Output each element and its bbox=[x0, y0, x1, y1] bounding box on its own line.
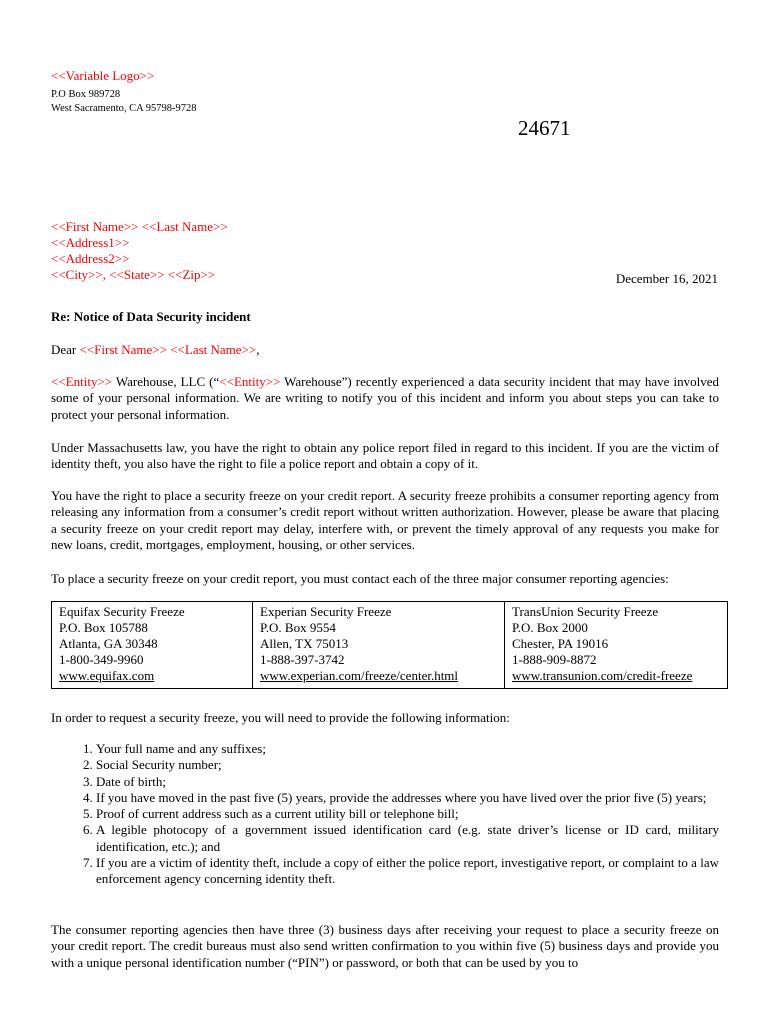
salutation-name: <<First Name>> <<Last Name>> bbox=[79, 342, 257, 357]
variable-logo: <<Variable Logo>> bbox=[51, 68, 155, 83]
list-item: 4. If you have moved in the past five (5) years, provide the addresses where you have lived over the prior five (5) years; bbox=[96, 790, 719, 806]
bureau-link[interactable]: www.equifax.com bbox=[59, 668, 155, 683]
bureau-address: P.O. Box 2000 bbox=[512, 620, 588, 635]
sender-city-line: West Sacramento, CA 95798-9728 bbox=[51, 103, 197, 114]
paragraph-police-report: Under Massachusetts law, you have the right to obtain any police report filed in regard to this incident. If you are the victim of identity theft, you also have the right to file a police report and obtain a copy of it. bbox=[51, 440, 719, 472]
bureau-cell-equifax bbox=[52, 602, 253, 689]
entity-placeholder: <<Entity>> bbox=[51, 374, 113, 389]
bureau-cell-experian bbox=[253, 602, 505, 689]
bureau-name: Experian Security Freeze bbox=[260, 604, 392, 619]
recipient-address1: <<Address1>> bbox=[51, 235, 130, 250]
paragraph-processing-time: The consumer reporting agencies then have three (3) business days after receiving your request to place a security freeze on your credit report. The credit bureaus must also send written confirmation to you within five (5) business days and provide you with a unique personal identification number (“PIN”) or password, or both that can be used by you to bbox=[51, 922, 719, 970]
list-item: 3. Date of birth; bbox=[96, 774, 719, 790]
bureau-address: P.O. Box 105788 bbox=[59, 620, 148, 635]
bureau-link[interactable]: www.experian.com/freeze/center.html bbox=[260, 668, 459, 683]
bureau-cell-transunion bbox=[505, 602, 728, 689]
bureau-name: Equifax Security Freeze bbox=[59, 604, 185, 619]
bureau-city: Chester, PA 19016 bbox=[512, 636, 609, 651]
subject-line: Re: Notice of Data Security incident bbox=[51, 309, 251, 324]
sender-po-box: P.O Box 989728 bbox=[51, 89, 121, 100]
paragraph-required-info: In order to request a security freeze, you will need to provide the following information: bbox=[51, 710, 510, 725]
reference-number: 24671 bbox=[518, 116, 571, 140]
paragraph-incident bbox=[51, 374, 719, 423]
bureau-link[interactable]: www.transunion.com/credit-freeze bbox=[512, 668, 693, 683]
bureau-address: P.O. Box 9554 bbox=[260, 620, 336, 635]
letter-date: December 16, 2021 bbox=[615, 271, 718, 286]
list-item: 5. Proof of current address such as a current utility bill or telephone bill; bbox=[96, 806, 719, 822]
salutation-suffix: , bbox=[256, 342, 260, 357]
entity-placeholder: <<Entity>> bbox=[219, 374, 281, 389]
paragraph-security-freeze: You have the right to place a security freeze on your credit report. A security freeze prohibits a consumer reporting agency from releasing any information from a consumer’s credit report without written authorization. However, please be aware that placing a security freeze on your credit report may delay, interfere with, or prevent the timely approval of any requests you make for new loans, credit, mortgages, employment, housing, or other services. bbox=[51, 488, 719, 552]
table-row bbox=[52, 602, 728, 689]
recipient-address2: <<Address2>> bbox=[51, 251, 130, 266]
bureau-phone: 1-800-349-9960 bbox=[59, 652, 144, 667]
bureau-phone: 1-888-909-8872 bbox=[512, 652, 597, 667]
list-item: 2. Social Security number; bbox=[96, 757, 719, 773]
paragraph-text: Warehouse, LLC (“ bbox=[112, 374, 220, 389]
bureau-name: TransUnion Security Freeze bbox=[512, 604, 659, 619]
paragraph-text: Warehouse”) recently experienced a data security incident that may have involved some of your personal information. We are writing to notify you of this incident and inform you about steps you can take to protect your personal information. bbox=[51, 374, 719, 422]
paragraph-contact-agencies: To place a security freeze on your credit report, you must contact each of the three major consumer reporting agencies: bbox=[51, 571, 669, 586]
list-item: 7. If you are a victim of identity theft, include a copy of either the police report, investigative report, or complaint to a law enforcement agency concerning identity theft. bbox=[96, 855, 719, 888]
bureau-city: Allen, TX 75013 bbox=[260, 636, 349, 651]
credit-bureau-table bbox=[51, 601, 728, 689]
recipient-city-line: <<City>>, <<State>> <<Zip>> bbox=[51, 267, 216, 282]
recipient-block bbox=[51, 219, 228, 283]
bureau-city: Atlanta, GA 30348 bbox=[59, 636, 158, 651]
recipient-name: <<First Name>> <<Last Name>> bbox=[51, 219, 228, 234]
required-info-list bbox=[51, 741, 719, 888]
bureau-phone: 1-888-397-3742 bbox=[260, 652, 345, 667]
salutation bbox=[51, 342, 719, 358]
list-item: 1. Your full name and any suffixes; bbox=[96, 741, 719, 757]
salutation-prefix: Dear bbox=[51, 342, 80, 357]
list-item: 6. A legible photocopy of a government issued identification card (e.g. state driver’s license or ID card, military identification, etc.); and bbox=[96, 822, 719, 855]
